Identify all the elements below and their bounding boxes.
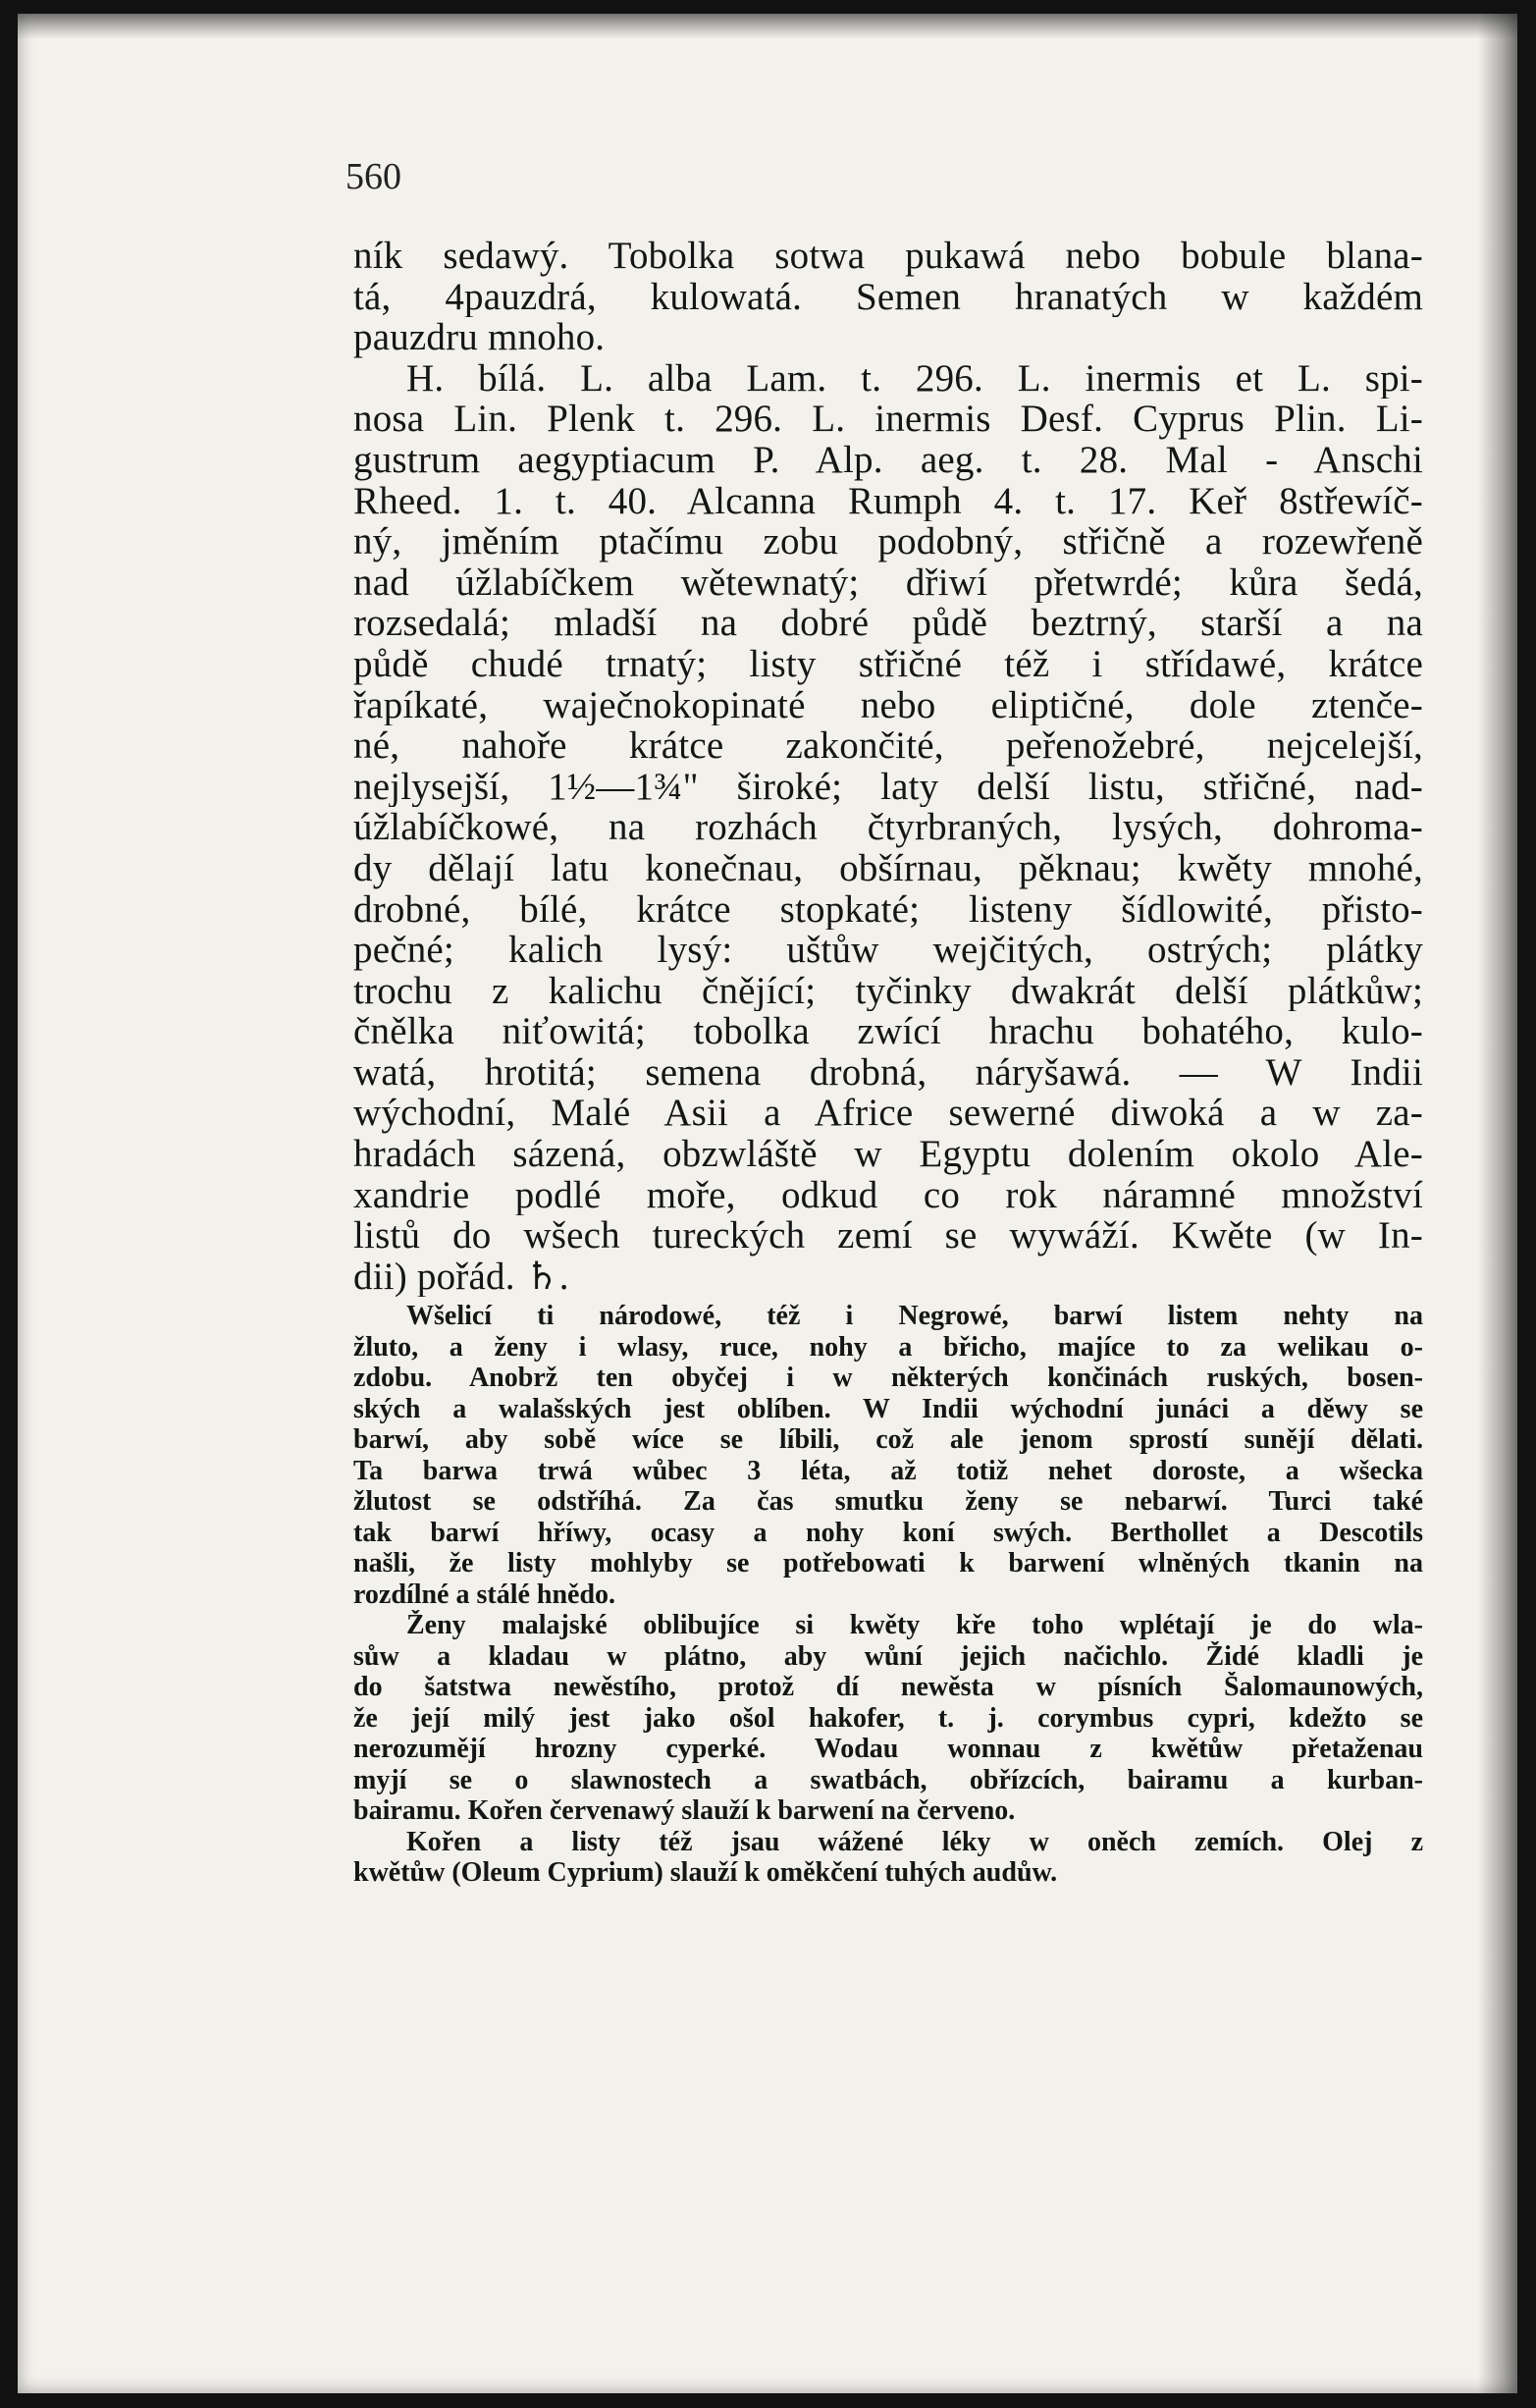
footnote-line: bairamu. Kořen červenawý slauží k barwení na červeno. — [353, 1795, 1016, 1827]
main-text-line: tá, 4pauzdrá, kulowatá. Semen hranatých w každém — [353, 276, 1423, 318]
footnote-line: tak barwí hříwy, ocasy a nohy koní swých. Berthollet a Descotils — [353, 1517, 1423, 1548]
footnote-paragraph — [353, 1827, 1423, 1889]
footnote-line: Wšelicí ti národowé, též i Negrowé, barwí listem nehty na — [406, 1301, 1423, 1332]
footnote-line: myjí se o slawnostech a swatbách, obřízcích, bairamu a kurban- — [353, 1764, 1423, 1795]
main-text-line: dii) pořád. ♄. — [353, 1256, 569, 1298]
main-text-line: dy dělají latu konečnau, obšírnau, pěknau; kwěty mnohé, — [353, 847, 1423, 889]
main-text-line: pauzdru mnoho. — [353, 317, 606, 358]
main-text-line: řapíkaté, waječnokopinaté nebo eliptičné, dole ztenče- — [353, 684, 1423, 726]
main-text — [353, 236, 1423, 1297]
footnote-line: Kořen a listy též jsau wážené léky w oněch zemích. Olej z — [406, 1826, 1423, 1857]
main-text-line: trochu z kalichu čnějící; tyčinky dwakrát delší plátkůw; — [353, 970, 1423, 1012]
footnote-line: žlutost se odstříhá. Za čas smutku ženy se nebarwí. Turci také — [353, 1486, 1423, 1518]
page-number: 560 — [345, 156, 401, 197]
main-text-line: né, nahoře krátce zakončité, peřenožebré, nejcelejší, — [353, 725, 1423, 767]
footnote-line: nerozumějí hrozny cyperké. Wodau wonnau z kwětůw přetaženau — [353, 1734, 1423, 1765]
footnote-line: zdobu. Anobrž ten obyčej i w některých končinách ruských, bosen- — [353, 1363, 1423, 1394]
main-text-line: rozsedalá; mladší na dobré půdě beztrný, starší a na — [353, 603, 1423, 644]
footnote-line: ských a walašských jest oblíben. W Indii wýchodní junáci a děwy se — [353, 1393, 1423, 1424]
main-text-line: H. bílá. L. alba Lam. t. 296. L. inermis et L. spi- — [406, 357, 1423, 400]
bleed-through-shadow — [1158, 2003, 1453, 2120]
main-text-line: pečné; kalich lysý: uštůw wejčitých, ostrých; plátky — [353, 930, 1423, 971]
footnote-line: barwí, aby sobě wíce se líbili, což ale jenom sprostí sunějí dělati. — [353, 1424, 1423, 1456]
footnote-line: rozdílné a stálé hnědo. — [353, 1579, 616, 1610]
footnote-line: žluto, a ženy i wlasy, ruce, nohy a břicho, majíce to za welikau o- — [353, 1331, 1423, 1363]
main-text-line: watá, hrotitá; semena drobná, náryšawá. — W Indii — [353, 1051, 1423, 1094]
main-text-line: hradách sázená, obzwláště w Egyptu dolením okolo Ale- — [353, 1134, 1423, 1175]
main-text-line: wýchodní, Malé Asii a Africe sewerné diwoká a w za- — [353, 1093, 1423, 1135]
footnote-paragraph — [353, 1301, 1423, 1610]
main-text-line: nad úžlabíčkem wětewnatý; dřiwí přetwrdé; kůra šedá, — [353, 562, 1423, 604]
footnote-line: Ženy malajské oblibujíce si kwěty kře toho wplétají je do wla- — [406, 1610, 1423, 1641]
main-text-line: půdě chudé trnatý; listy střičné též i střídawé, krátce — [353, 643, 1423, 685]
footnote-line: kwětůw (Oleum Cyprium) slauží k oměkčení tuhých audůw. — [353, 1857, 1058, 1889]
main-text-line: ný, jměním ptačímu zobu podobný, střičně a rozewřeně — [353, 521, 1423, 562]
footnote-line: sůw a kladau w plátno, aby wůní jejich načichlo. Židé kladli je — [353, 1640, 1423, 1672]
footnotes — [353, 1301, 1423, 1889]
main-text-line: Rheed. 1. t. 40. Alcanna Rumph 4. t. 17. Keř 8střewíč- — [353, 480, 1423, 522]
footnote-line: našli, že listy mohlyby se potřebowati k barwení wlněných tkanin na — [353, 1548, 1423, 1579]
main-text-line: nosa Lin. Plenk t. 296. L. inermis Desf. Cyprus Plin. Li- — [353, 399, 1423, 440]
main-text-line: gustrum aegyptiacum P. Alp. aeg. t. 28. Mal - Anschi — [353, 439, 1423, 481]
main-text-line: čnělka niťowitá; tobolka zwící hrachu bohatého, kulo- — [353, 1011, 1423, 1052]
footnote-paragraph — [353, 1610, 1423, 1827]
main-text-line: nejlysejší, 1½—1¾" široké; laty delší listu, střičné, nad- — [353, 766, 1423, 808]
main-text-line: listů do wšech tureckých zemí se wywáží. Kwěte (w In- — [353, 1215, 1423, 1257]
footnote-line: že její milý jest jako ošol hakofer, t. j. corymbus cypri, kdežto se — [353, 1702, 1423, 1734]
footnote-line: Ta barwa trwá wůbec 3 léta, až totiž nehet doroste, a wšecka — [353, 1455, 1423, 1486]
main-text-line: úžlabíčkowé, na rozhách čtyrbraných, lysých, dohroma- — [353, 807, 1423, 848]
footnote-line: do šatstwa newěstího, protož dí newěsta w písních Šalomaunowých, — [353, 1672, 1423, 1703]
page-shadow-right — [1478, 14, 1517, 2393]
main-text-line: ník sedawý. Tobolka sotwa pukawá nebo bobule blana- — [353, 236, 1423, 277]
main-text-line: xandrie podlé moře, odkud co rok náramné množství — [353, 1174, 1423, 1216]
main-text-line: drobné, bílé, krátce stopkaté; listeny šídlowité, přisto- — [353, 888, 1423, 931]
page-shadow-top — [18, 14, 1517, 39]
page-body — [353, 236, 1423, 1889]
